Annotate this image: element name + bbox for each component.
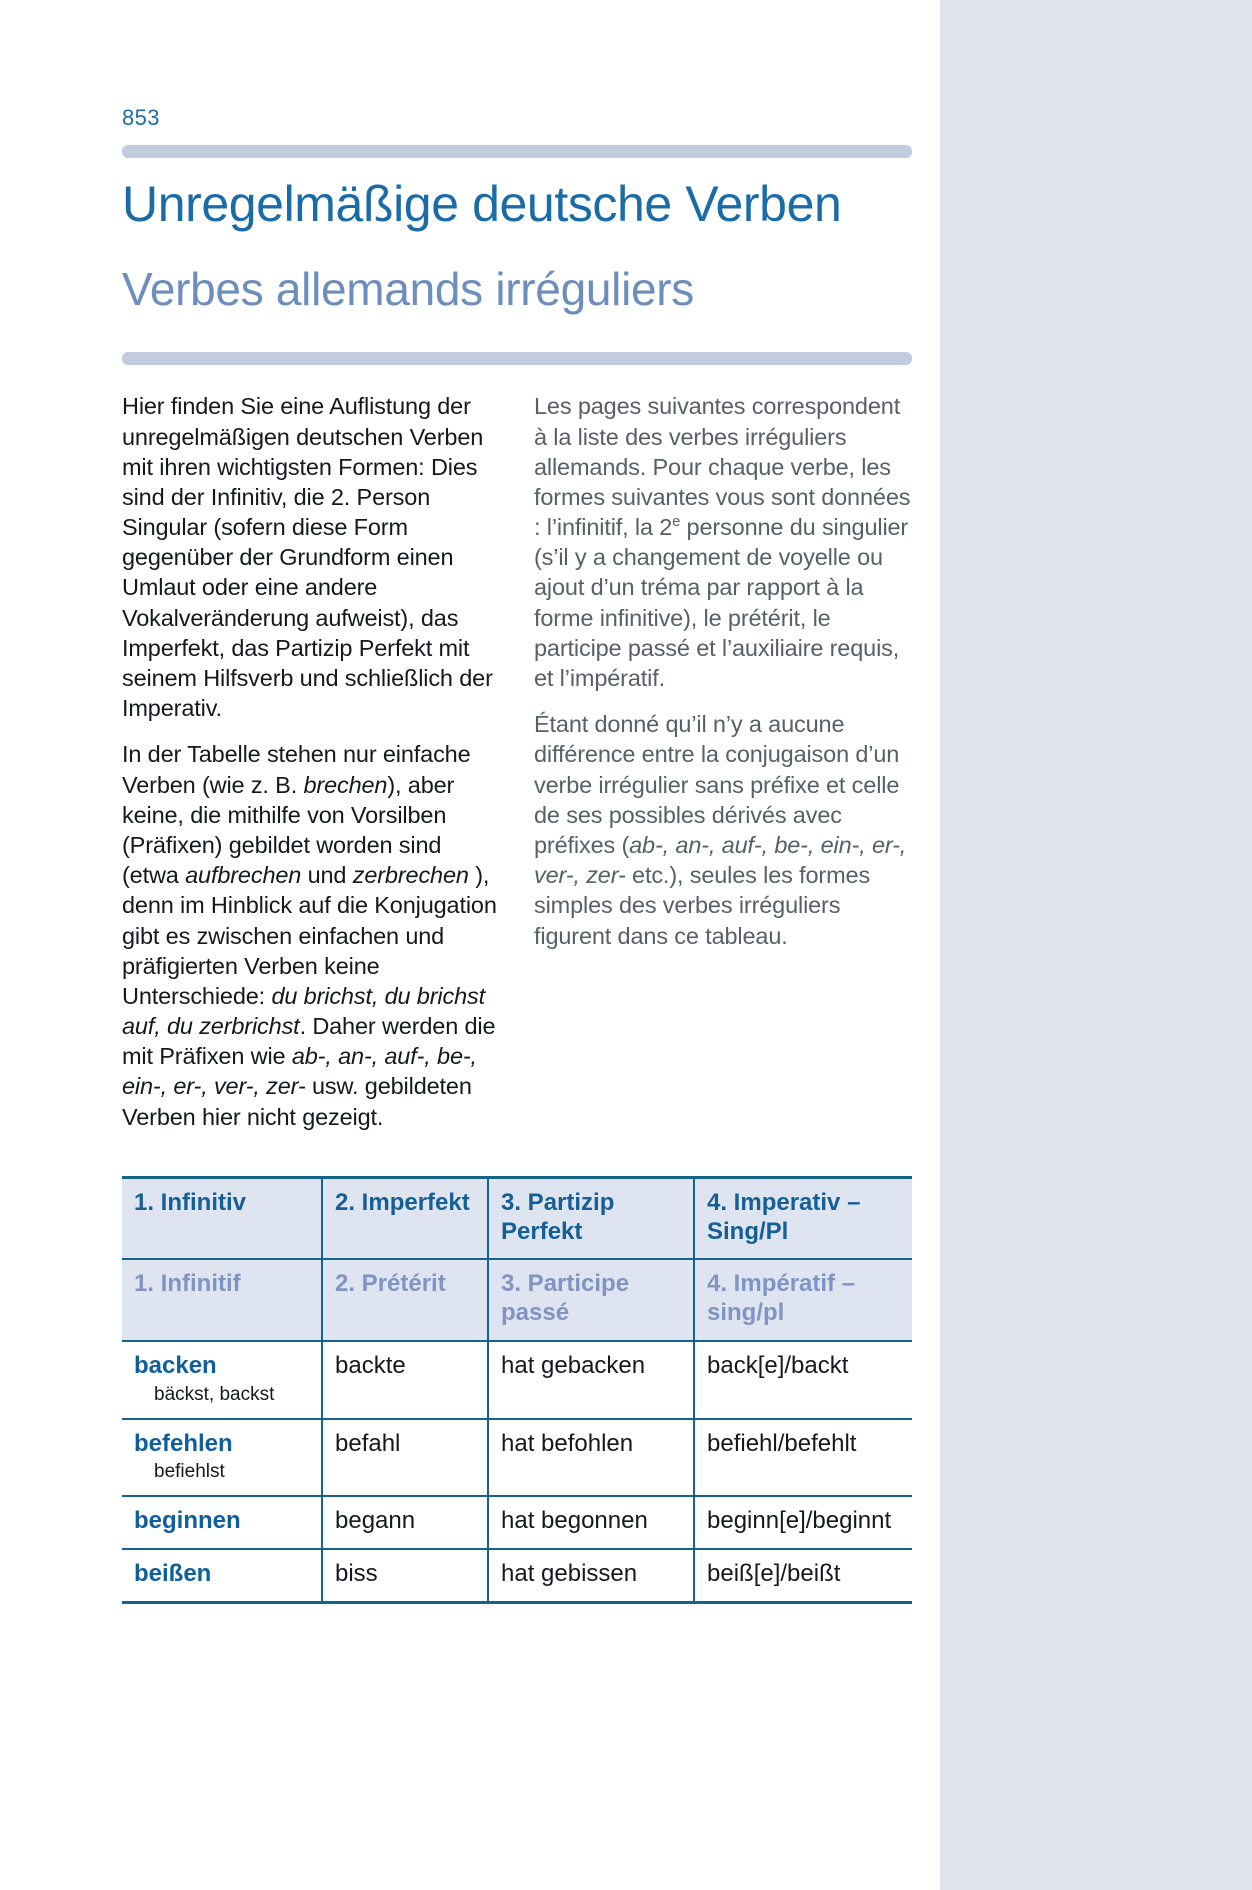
table-row <box>122 1496 912 1549</box>
cell-imperative: beginn[e]/beginnt <box>694 1496 912 1549</box>
de-p2-italic3: zerbrechen <box>352 862 469 889</box>
de-p2-seg3: und <box>301 862 353 889</box>
de-p2-seg6: usw. gebildeten Verben hier nicht gezeigt. <box>122 1073 472 1130</box>
table-row <box>122 1341 912 1419</box>
table-header-row-german <box>122 1177 912 1259</box>
header-rule-top <box>122 145 912 158</box>
de-p2-italic4: du brichst, du brichst auf, du zerbrichst <box>122 982 485 1040</box>
de-p2-italic5: ab-, an-, auf-, be-, ein-, er-, ver-, zer- <box>122 1043 477 1100</box>
fr-p1-seg2: personne du singulier (s’il y a changement de voyelle ou ajout d’un tréma par rapport à la forme infinitive), le prétérit, le participe passé et l’auxiliaire requis, et l’impératif. <box>534 514 909 692</box>
cell-participle: hat gebissen <box>488 1549 694 1602</box>
header-fr-imperatif: 4. Impératif – sing/pl <box>694 1259 912 1341</box>
de-p2-italic1: brechen <box>303 771 388 798</box>
page-number: 853 <box>122 105 160 130</box>
cell-infinitive <box>122 1549 322 1602</box>
cell-imperative: befiehl/befehlt <box>694 1419 912 1497</box>
header-de-imperfekt: 2. Imperfekt <box>322 1177 488 1259</box>
verb-infinitive: befehlen <box>134 1429 233 1457</box>
german-paragraph-2 <box>122 739 500 1131</box>
cell-imperative: back[e]/backt <box>694 1341 912 1419</box>
de-p2-seg4: ), denn im Hinblick auf die Konjugation gibt es zwischen einfachen und präfigierten Verben keine Unterschiede: <box>122 862 497 1009</box>
page-subtitle: Verbes allemands irréguliers <box>122 262 694 315</box>
de-p2-seg2: ), aber keine, die mithilfe von Vorsilben (Präfixen) gebildet worden sind (etwa <box>122 771 455 889</box>
cell-preterite: backte <box>322 1341 488 1419</box>
fr-ordinal-superscript: e <box>672 514 681 531</box>
cell-preterite: befahl <box>322 1419 488 1497</box>
page-title: Unregelmäßige deutsche Verben <box>122 176 842 232</box>
verb-infinitive: beißen <box>134 1560 212 1588</box>
header-de-imperativ: 4. Imperativ – Sing/Pl <box>694 1177 912 1259</box>
de-p2-seg5: . Daher werden die mit Präfixen wie <box>122 1013 496 1070</box>
cell-infinitive <box>122 1419 322 1497</box>
french-paragraph-1 <box>534 391 912 693</box>
intro-columns <box>122 391 912 1132</box>
intro-column-french <box>534 391 912 1132</box>
page-content <box>122 0 912 1604</box>
header-de-infinitiv: 1. Infinitiv <box>122 1177 322 1259</box>
fr-p1-seg1: Les pages suivantes correspondent à la liste des verbes irréguliers allemands. Pour chaque verbe, les formes suivantes vous sont données : l’infinitif, la 2 <box>534 393 911 541</box>
table-header-row-french <box>122 1259 912 1341</box>
header-rule-bottom <box>122 352 912 365</box>
verb-infinitive: backen <box>134 1352 217 1380</box>
table-body <box>122 1341 912 1602</box>
header-de-partizip-perfekt: 3. Partizip Perfekt <box>488 1177 694 1259</box>
irregular-verbs-table <box>122 1176 912 1604</box>
header-fr-participe-passe: 3. Participe passé <box>488 1259 694 1341</box>
cell-preterite: begann <box>322 1496 488 1549</box>
cell-participle: hat begonnen <box>488 1496 694 1549</box>
verb-infinitive: beginnen <box>134 1507 241 1535</box>
cell-participle: hat befohlen <box>488 1419 694 1497</box>
cell-infinitive <box>122 1496 322 1549</box>
fr-p2-seg2: etc.), seules les formes simples des verbes irréguliers figurent dans ce tableau. <box>534 862 871 949</box>
verb-second-person: bäckst, backst <box>154 1383 275 1405</box>
intro-column-german <box>122 391 500 1132</box>
fr-p2-seg1: Étant donné qu’il n’y a aucune différence entre la conjugaison d’un verbe irrégulier sans préfixe et celle de ses possibles dérivés avec préfixes ( <box>534 711 900 858</box>
cell-participle: hat gebacken <box>488 1341 694 1419</box>
page-edge-band <box>940 0 1252 1890</box>
german-paragraph-1: Hier finden Sie eine Auflistung der unregelmäßigen deutschen Verben mit ihren wichtigsten Formen: Dies sind der Infinitiv, die 2. Person Singular (sofern diese Form gegenüber der Grundform einen Umlaut oder eine andere Vokalveränderung aufweist), das Imperfekt, das Partizip Perfekt mit seinem Hilfsverb und schließlich der Imperativ. <box>122 393 493 722</box>
cell-infinitive <box>122 1341 322 1419</box>
de-p2-seg1: In der Tabelle stehen nur einfache Verben (wie z. B. <box>122 741 471 798</box>
table-row <box>122 1419 912 1497</box>
verb-second-person: befiehlst <box>154 1461 225 1483</box>
french-paragraph-2 <box>534 709 912 951</box>
cell-imperative: beiß[e]/beißt <box>694 1549 912 1602</box>
de-p2-italic2: aufbrechen <box>185 862 302 889</box>
table-head <box>122 1177 912 1341</box>
cell-preterite: biss <box>322 1549 488 1602</box>
table-row <box>122 1549 912 1602</box>
header-fr-preterit: 2. Prétérit <box>322 1259 488 1341</box>
header-fr-infinitif: 1. Infinitif <box>122 1259 322 1341</box>
fr-p2-italic1: ab-, an-, auf-, be-, ein-, er-, ver-, zer- <box>534 831 907 889</box>
